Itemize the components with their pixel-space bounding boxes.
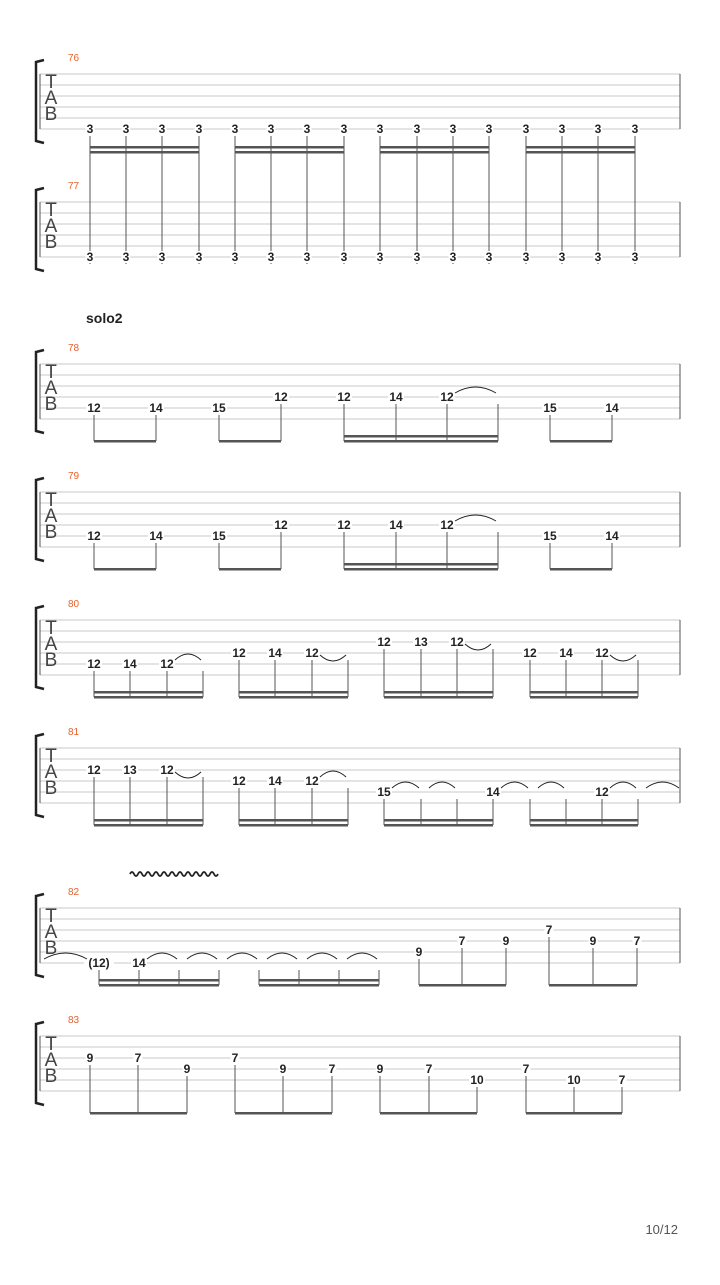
tie-curve	[610, 782, 636, 788]
note-beam	[380, 151, 489, 154]
note-beam	[380, 146, 489, 149]
fret-number: 12	[274, 518, 288, 532]
fret-number: 14	[132, 956, 146, 970]
tie-curve	[347, 953, 377, 959]
tab-clef-letter: B	[44, 394, 58, 415]
fret-number: 3	[558, 250, 566, 264]
tab-clef-letter: T	[45, 1034, 57, 1055]
fret-number: 13	[414, 635, 428, 649]
fret-number: 14	[149, 401, 163, 415]
fret-number: 12	[595, 646, 609, 660]
note-beam	[259, 979, 379, 982]
fret-number: 14	[123, 657, 137, 671]
fret-number: 7	[134, 1051, 142, 1065]
fret-number: 3	[558, 122, 566, 136]
note-beam	[94, 824, 203, 827]
fret-number: 3	[267, 250, 275, 264]
fret-number: 7	[522, 1062, 530, 1076]
note-beam	[526, 146, 635, 149]
fret-number: 15	[543, 401, 557, 415]
tie-curve	[147, 953, 177, 959]
note-beam	[239, 696, 348, 699]
tab-clef-letter: B	[44, 938, 58, 959]
fret-number: 3	[631, 122, 639, 136]
fret-number: 12	[305, 646, 319, 660]
tie-curve	[175, 772, 201, 778]
fret-number: 3	[631, 250, 639, 264]
fret-number: 14	[605, 401, 619, 415]
fret-number: 12	[87, 401, 101, 415]
fret-number: 12	[440, 518, 454, 532]
tab-clef-letter: B	[44, 104, 58, 125]
fret-number: 3	[485, 250, 493, 264]
fret-number: 3	[594, 122, 602, 136]
fret-number: 15	[212, 401, 226, 415]
fret-number: 14	[268, 774, 282, 788]
fret-number: 7	[328, 1062, 336, 1076]
tab-clef-letter: T	[45, 490, 57, 511]
fret-number: 12	[595, 785, 609, 799]
fret-number: 3	[195, 122, 203, 136]
tie-curve	[175, 654, 201, 660]
fret-number: 12	[274, 390, 288, 404]
fret-number: 12	[87, 657, 101, 671]
fret-number: 9	[502, 934, 510, 948]
fret-number: 12	[232, 646, 246, 660]
note-beam	[380, 1112, 477, 1115]
measure-number: 81	[68, 727, 80, 738]
note-beam	[550, 440, 612, 443]
note-beam	[235, 151, 344, 154]
note-beam	[419, 984, 506, 987]
fret-number: (12)	[88, 956, 110, 970]
fret-number: 9	[86, 1051, 94, 1065]
tab-clef-letter: A	[44, 922, 58, 943]
tie-curve	[455, 387, 496, 393]
tie-curve	[429, 782, 455, 788]
note-beam	[94, 696, 203, 699]
fret-number: 12	[160, 657, 174, 671]
tie-curve	[646, 782, 679, 788]
measure-number: 78	[68, 343, 80, 354]
tie-curve	[320, 771, 346, 777]
note-beam	[94, 691, 203, 694]
fret-number: 9	[183, 1062, 191, 1076]
section-label: solo2	[86, 310, 123, 326]
fret-number: 12	[377, 635, 391, 649]
note-beam	[526, 1112, 622, 1115]
fret-number: 14	[559, 646, 573, 660]
tie-curve	[227, 953, 257, 959]
tie-curve	[465, 644, 491, 650]
fret-number: 3	[303, 122, 311, 136]
note-beam	[344, 563, 498, 566]
note-beam	[259, 984, 379, 987]
tie-curve	[392, 782, 419, 788]
tab-clef-letter: T	[45, 362, 57, 383]
note-beam	[550, 568, 612, 571]
fret-number: 7	[633, 934, 641, 948]
tab-staff-82	[36, 872, 680, 987]
fret-number: 3	[522, 122, 530, 136]
fret-number: 12	[450, 635, 464, 649]
tab-clef-letter: A	[44, 216, 58, 237]
fret-number: 9	[415, 945, 423, 959]
tab-clef-letter: B	[44, 522, 58, 543]
fret-number: 3	[158, 122, 166, 136]
fret-number: 3	[195, 250, 203, 264]
fret-number: 14	[389, 518, 403, 532]
tie-curve	[187, 953, 217, 959]
note-beam	[530, 824, 638, 827]
note-beam	[239, 691, 348, 694]
tab-clef-letter: B	[44, 232, 58, 253]
note-beam	[90, 151, 199, 154]
tab-clef-letter: A	[44, 88, 58, 109]
note-beam	[239, 819, 348, 822]
note-beam	[384, 824, 493, 827]
fret-number: 3	[413, 250, 421, 264]
fret-number: 3	[485, 122, 493, 136]
note-beam	[530, 819, 638, 822]
tab-staff-77	[36, 146, 680, 271]
tie-curve	[320, 655, 346, 661]
fret-number: 15	[377, 785, 391, 799]
fret-number: 9	[279, 1062, 287, 1076]
fret-number: 3	[340, 250, 348, 264]
fret-number: 3	[340, 122, 348, 136]
fret-number: 14	[268, 646, 282, 660]
fret-number: 14	[605, 529, 619, 543]
fret-number: 9	[376, 1062, 384, 1076]
measure-number: 82	[68, 887, 80, 898]
fret-number: 3	[522, 250, 530, 264]
tab-clef-letter: T	[45, 906, 57, 927]
fret-number: 15	[543, 529, 557, 543]
fret-number: 14	[149, 529, 163, 543]
fret-number: 12	[87, 763, 101, 777]
fret-number: 10	[567, 1073, 581, 1087]
tie-curve	[267, 953, 297, 959]
fret-number: 3	[449, 250, 457, 264]
tab-staff-78	[36, 343, 680, 443]
tab-clef-letter: B	[44, 650, 58, 671]
fret-number: 14	[486, 785, 500, 799]
measure-number: 83	[68, 1015, 80, 1026]
tab-staff-80	[36, 599, 680, 699]
tab-clef-letter: T	[45, 200, 57, 221]
measure-number: 79	[68, 471, 80, 482]
note-beam	[344, 568, 498, 571]
note-beam	[549, 984, 637, 987]
note-beam	[235, 1112, 332, 1115]
tie-curve	[538, 782, 564, 788]
fret-number: 3	[267, 122, 275, 136]
fret-number: 3	[376, 122, 384, 136]
fret-number: 12	[337, 390, 351, 404]
tie-curve	[455, 515, 496, 521]
note-beam	[94, 819, 203, 822]
tab-clef-letter: B	[44, 778, 58, 799]
fret-number: 12	[87, 529, 101, 543]
fret-number: 3	[303, 250, 311, 264]
note-beam	[99, 984, 219, 987]
tab-clef-letter: T	[45, 746, 57, 767]
tie-curve	[307, 953, 337, 959]
note-beam	[90, 1112, 187, 1115]
note-beam	[384, 691, 493, 694]
note-beam	[526, 151, 635, 154]
note-beam	[94, 440, 156, 443]
tie-curve	[501, 782, 528, 788]
fret-number: 7	[425, 1062, 433, 1076]
tie-curve	[610, 655, 636, 661]
fret-number: 7	[231, 1051, 239, 1065]
tab-clef-letter: A	[44, 762, 58, 783]
fret-number: 12	[160, 763, 174, 777]
fret-number: 3	[413, 122, 421, 136]
fret-number: 10	[470, 1073, 484, 1087]
tab-clef-letter: A	[44, 506, 58, 527]
fret-number: 3	[122, 122, 130, 136]
tab-clef-letter: A	[44, 634, 58, 655]
note-beam	[384, 819, 493, 822]
fret-number: 12	[523, 646, 537, 660]
tab-staff-79	[36, 471, 680, 571]
fret-number: 3	[376, 250, 384, 264]
vibrato-mark	[130, 872, 218, 876]
measure-number: 77	[68, 181, 80, 192]
fret-number: 3	[594, 250, 602, 264]
fret-number: 3	[231, 250, 239, 264]
fret-number: 12	[305, 774, 319, 788]
tab-staff-83	[36, 1015, 680, 1115]
fret-number: 3	[231, 122, 239, 136]
fret-number: 12	[440, 390, 454, 404]
tab-clef-letter: T	[45, 618, 57, 639]
note-beam	[219, 568, 281, 571]
note-beam	[344, 440, 498, 443]
note-beam	[235, 146, 344, 149]
fret-number: 7	[545, 923, 553, 937]
note-beam	[530, 696, 638, 699]
fret-number: 7	[458, 934, 466, 948]
fret-number: 7	[618, 1073, 626, 1087]
note-beam	[99, 979, 219, 982]
tab-staff-76	[36, 53, 680, 154]
measure-number: 76	[68, 53, 80, 64]
fret-number: 12	[337, 518, 351, 532]
fret-number: 3	[86, 250, 94, 264]
note-beam	[219, 440, 281, 443]
fret-number: 3	[122, 250, 130, 264]
measure-number: 80	[68, 599, 80, 610]
fret-number: 9	[589, 934, 597, 948]
tab-staff-81	[36, 727, 680, 827]
note-beam	[239, 824, 348, 827]
tab-clef-letter: A	[44, 1050, 58, 1071]
note-beam	[530, 691, 638, 694]
note-beam	[384, 696, 493, 699]
tab-clef-letter: T	[45, 72, 57, 93]
page-number: 10/12	[645, 1222, 678, 1237]
fret-number: 3	[449, 122, 457, 136]
fret-number: 12	[232, 774, 246, 788]
note-beam	[94, 568, 156, 571]
fret-number: 14	[389, 390, 403, 404]
tab-clef-letter: B	[44, 1066, 58, 1087]
fret-number: 3	[86, 122, 94, 136]
note-beam	[90, 146, 199, 149]
fret-number: 15	[212, 529, 226, 543]
fret-number: 13	[123, 763, 137, 777]
fret-number: 3	[158, 250, 166, 264]
tab-clef-letter: A	[44, 378, 58, 399]
note-beam	[344, 435, 498, 438]
